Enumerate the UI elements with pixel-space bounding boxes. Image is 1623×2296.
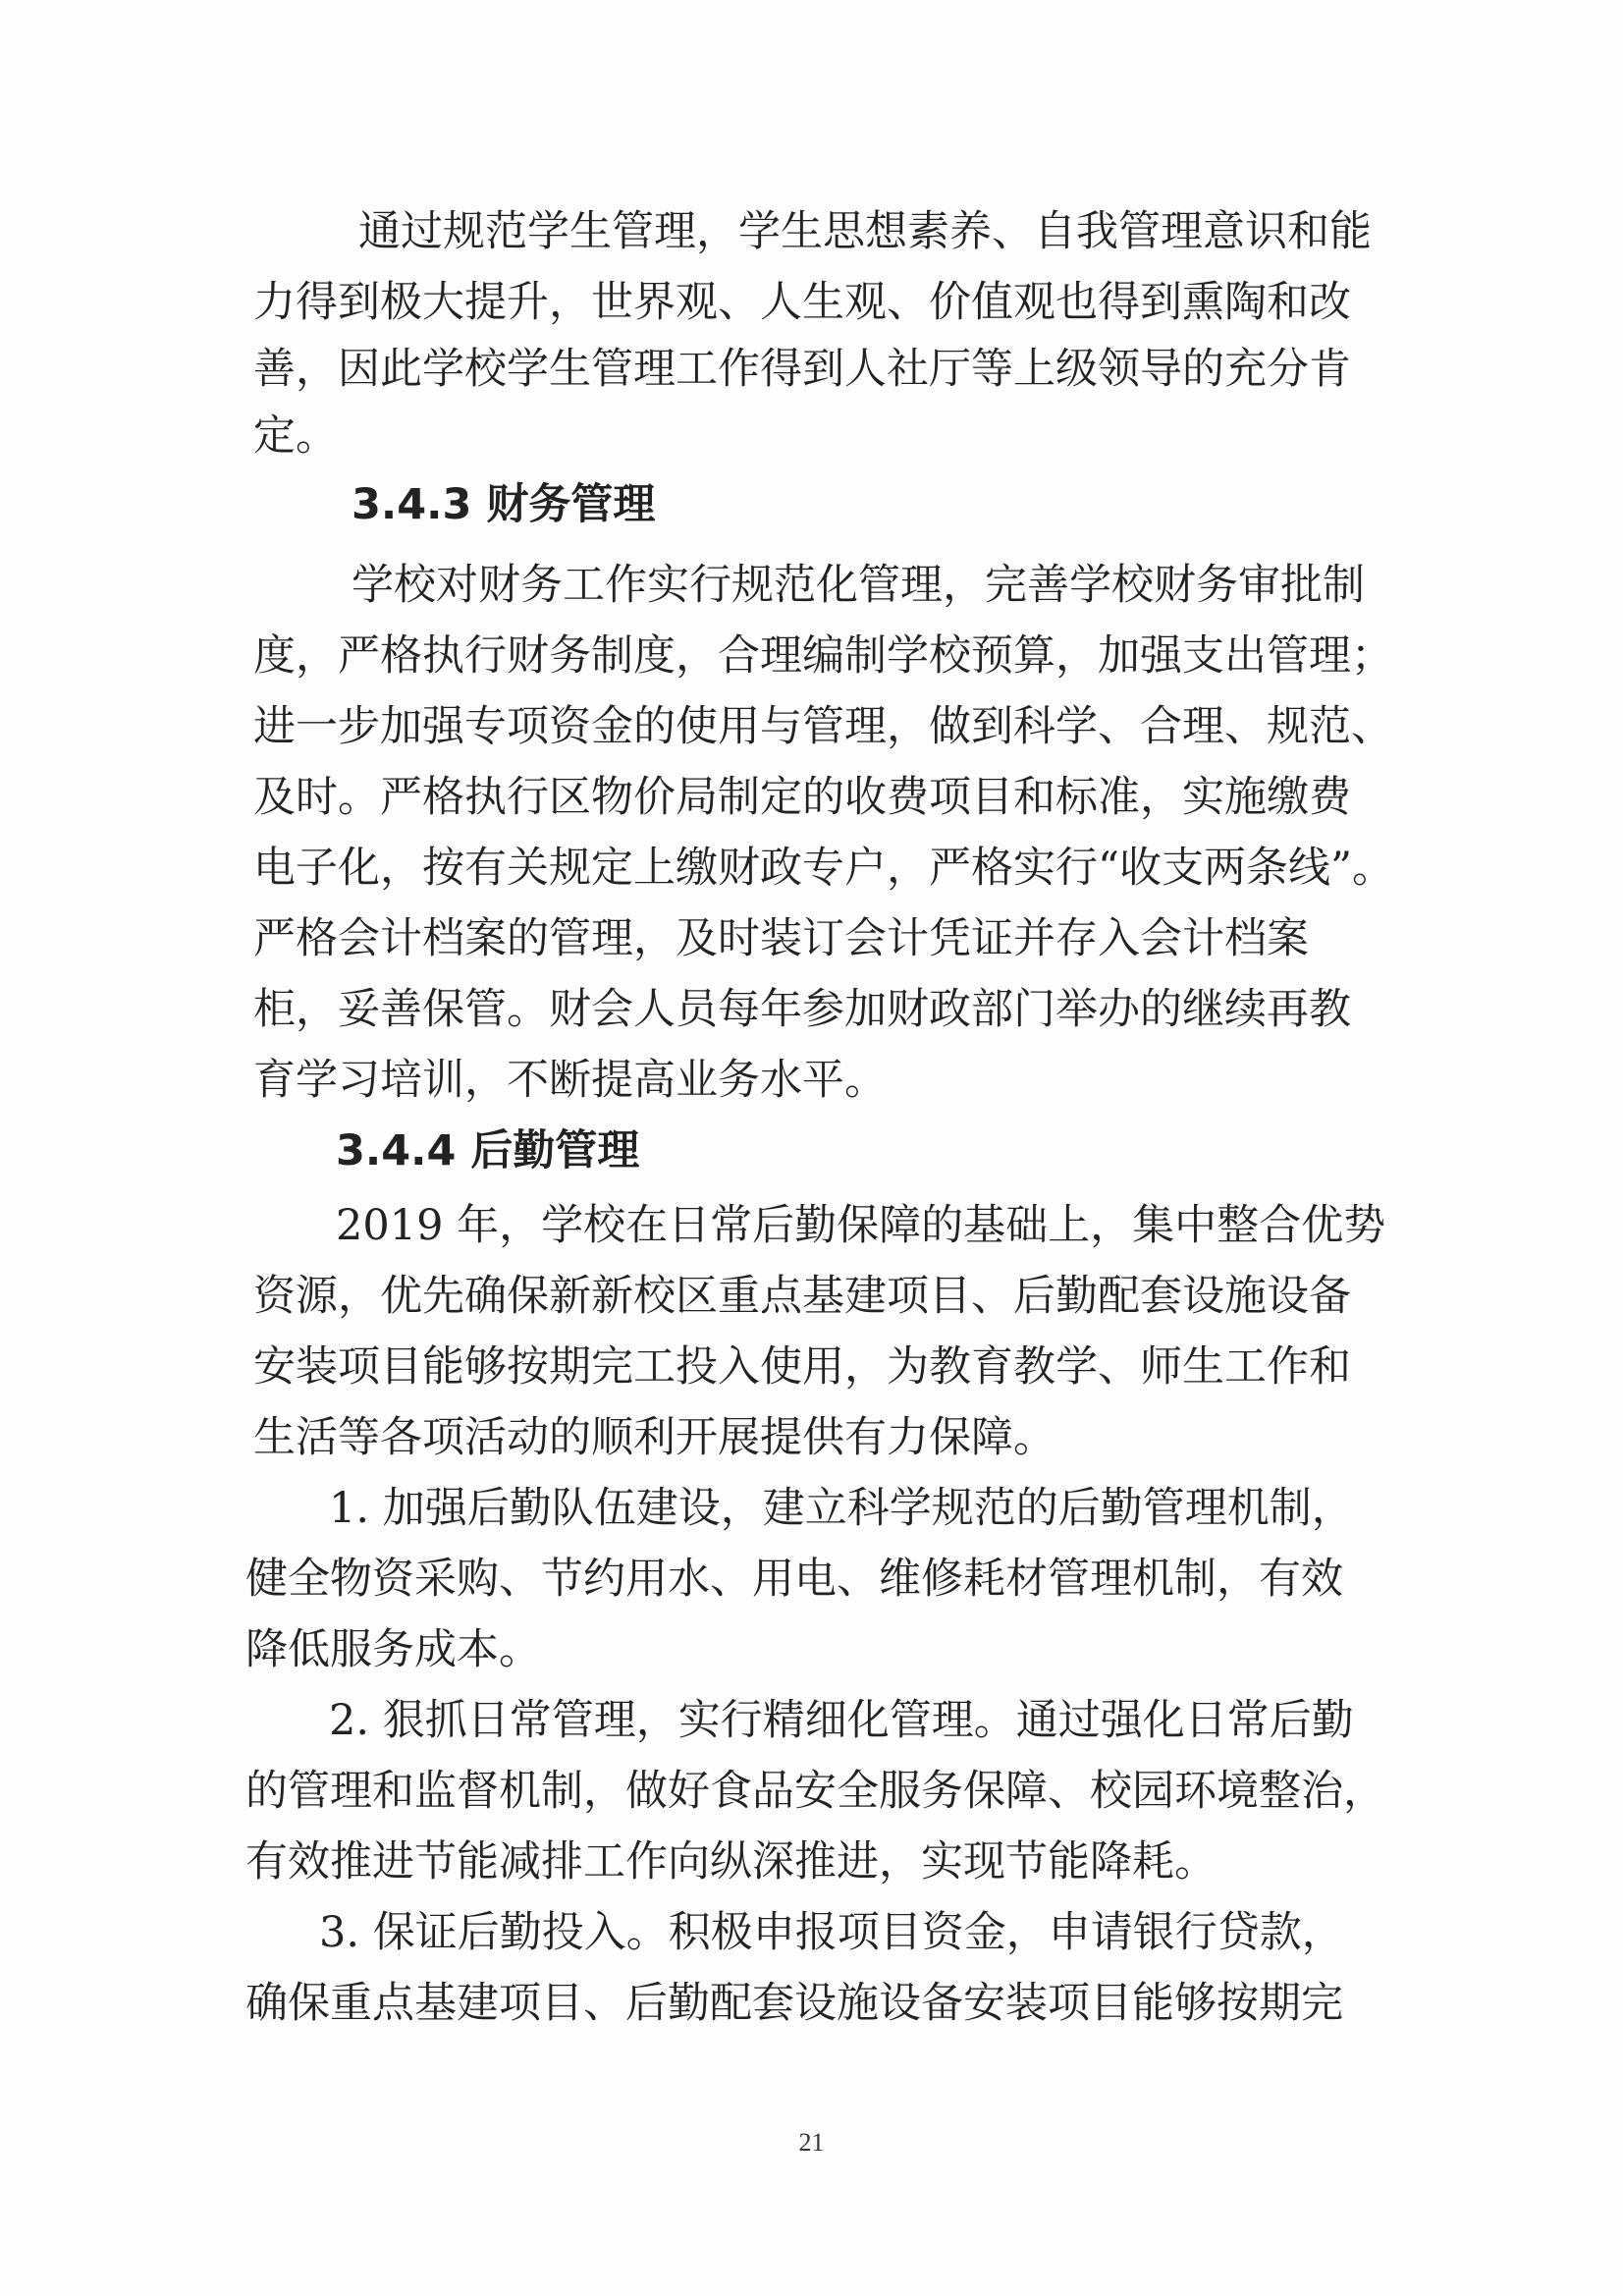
text-line: 生活等各项活动的顺利开展提供有力保障。 <box>253 1413 1055 1462</box>
text-line: 力得到极大提升，世界观、人生观、价值观也得到熏陶和改 <box>253 278 1351 327</box>
text-line: 严格会计档案的管理，及时装订会计凭证并存入会计档案 <box>253 914 1309 963</box>
text-line: 进一步加强专项资金的使用与管理，做到科学、合理、规范、 <box>253 702 1393 751</box>
text-line: 2. 狠抓日常管理，实行精细化管理。通过强化日常后勤 <box>329 1696 1354 1745</box>
section-heading-3-4-4: 3.4.4 后勤管理 <box>336 1126 640 1175</box>
text-line: 3. 保证后勤投入。积极申报项目资金，申请银行贷款， <box>319 1908 1344 1957</box>
page-number: 21 <box>798 2128 825 2157</box>
text-line: 学校对财务工作实行规范化管理，完善学校财务审批制 <box>352 561 1365 610</box>
text-line: 度，严格执行财务制度，合理编制学校预算，加强支出管理； <box>253 631 1393 681</box>
text-line: 及时。严格执行区物价局制定的收费项目和标准，实施缴费 <box>253 773 1351 822</box>
text-line: 安装项目能够按期完工投入使用，为教育教学、师生工作和 <box>253 1342 1351 1392</box>
text-line: 资源，优先确保新新校区重点基建项目、后勤配套设施设备 <box>253 1272 1351 1321</box>
text-line: 健全物资采购、节约用水、用电、维修耗材管理机制，有效 <box>245 1555 1343 1604</box>
text-line: 通过规范学生管理，学生思想素养、自我管理意识和能 <box>358 207 1372 256</box>
text-line: 电子化，按有关规定上缴财政专户，严格实行“收支两条线”。 <box>253 844 1394 893</box>
text-line: 2019 年，学校在日常后勤保障的基础上，集中整合优势 <box>336 1201 1386 1250</box>
text-line: 1. 加强后勤队伍建设，建立科学规范的后勤管理机制， <box>329 1484 1354 1533</box>
text-line: 的管理和监督机制，做好食品安全服务保障、校园环境整治， <box>245 1767 1385 1816</box>
text-line: 育学习培训，不断提高业务水平。 <box>253 1056 887 1105</box>
section-heading-3-4-3: 3.4.3 财务管理 <box>352 480 656 529</box>
text-line: 有效推进节能减排工作向纵深推进，实现节能降耗。 <box>245 1837 1217 1886</box>
text-line: 降低服务成本。 <box>245 1625 541 1674</box>
text-line: 确保重点基建项目、后勤配套设施设备安装项目能够按期完 <box>245 1979 1343 2028</box>
text-line: 善，因此学校学生管理工作得到人社厅等上级领导的充分肯 <box>253 345 1351 394</box>
text-line: 定。 <box>253 411 338 461</box>
text-line: 柜，妥善保管。财会人员每年参加财政部门举办的继续再教 <box>253 985 1351 1034</box>
